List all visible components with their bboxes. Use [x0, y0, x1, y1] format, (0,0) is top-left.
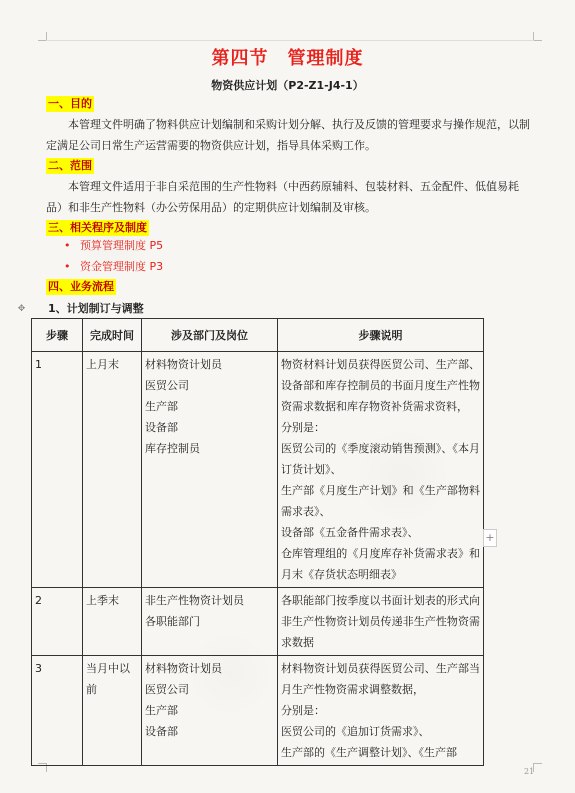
cell-depts: 非生产性物资计划员 各职能部门	[142, 588, 278, 656]
header-step: 步骤	[32, 319, 83, 352]
crop-mark-top-right	[533, 32, 542, 41]
sub-heading: 1、计划制订与调整	[48, 302, 144, 315]
cell-step: 2	[32, 588, 83, 656]
document-subtitle: 物资供应计划（P2-Z1-J4-1）	[211, 79, 364, 92]
cell-depts: 材料物资计划员 医贸公司 生产部 设备部 库存控制员	[142, 352, 278, 588]
cell-step: 1	[32, 352, 83, 588]
page-number: 21	[524, 767, 535, 776]
table-row	[32, 352, 484, 588]
section-heading-scope: 二、范围	[48, 159, 92, 172]
cell-desc: 物资材料计划员获得医贸公司、生产部、设备部和库存控制员的书面月度生产性物资需求数据和库存物资补货需求资料， 分别是： 医贸公司的《季度滚动销售预测》、《本月订货计划》、 生产部《月度生产计划》和《生产部物料需求表》、 设备部《五金备件需求表》、 仓库管理组的《月度库存补货需求表》和月末《存货状态明细表》	[278, 352, 484, 588]
section-text-scope: 本管理文件适用于非自采范围的生产性物料（中西药原辅料、包装材料、五金配件、低值易耗品）和非生产性物料（办公劳保用品）的定期供应计划编制及审核。	[46, 180, 519, 214]
header-line	[46, 40, 534, 41]
table-header-row	[32, 319, 484, 352]
table-row	[32, 588, 484, 656]
header-depts: 涉及部门及岗位	[142, 319, 278, 352]
cell-desc: 材料物资计划员获得医贸公司、生产部当月生产性物资需求调整数据， 分别是： 医贸公司的《追加订货需求》、 生产部的《生产调整计划》、《生产部	[278, 656, 484, 766]
bullet-item: • 资金管理制度 P3	[64, 260, 164, 273]
cell-step: 3	[32, 656, 83, 766]
bullet-item: • 预算管理制度 P5	[64, 239, 164, 252]
section-heading-purpose: 一、目的	[48, 97, 92, 110]
cell-time: 上季末	[83, 588, 142, 656]
header-desc: 步骤说明	[278, 319, 484, 352]
table-row	[32, 656, 484, 766]
add-row-icon[interactable]: +	[483, 529, 497, 547]
bullet-dot-icon: •	[64, 260, 71, 273]
cell-desc: 各职能部门按季度以书面计划表的形式向非生产性物资计划员传递非生产性物资需求数据	[278, 588, 484, 656]
page-title: 第四节 管理制度	[211, 48, 364, 69]
section-heading-process: 四、业务流程	[48, 280, 114, 293]
table-move-icon[interactable]: ✥	[17, 304, 26, 314]
section-heading-related: 三、相关程序及制度	[48, 221, 147, 234]
cell-time: 当月中以前	[83, 656, 142, 766]
process-table	[31, 318, 484, 766]
bullet-dot-icon: •	[64, 239, 71, 252]
crop-mark-bottom-right	[533, 763, 542, 772]
header-time: 完成时间	[83, 319, 142, 352]
section-text-purpose: 本管理文件明确了物料供应计划编制和采购计划分解、执行及反馈的管理要求与操作规范，以制定满足公司日常生产运营需要的物资供应计划，指导具体采购工作。	[46, 118, 530, 152]
cell-depts: 材料物资计划员 医贸公司 生产部 设备部	[142, 656, 278, 766]
cell-time: 上月末	[83, 352, 142, 588]
